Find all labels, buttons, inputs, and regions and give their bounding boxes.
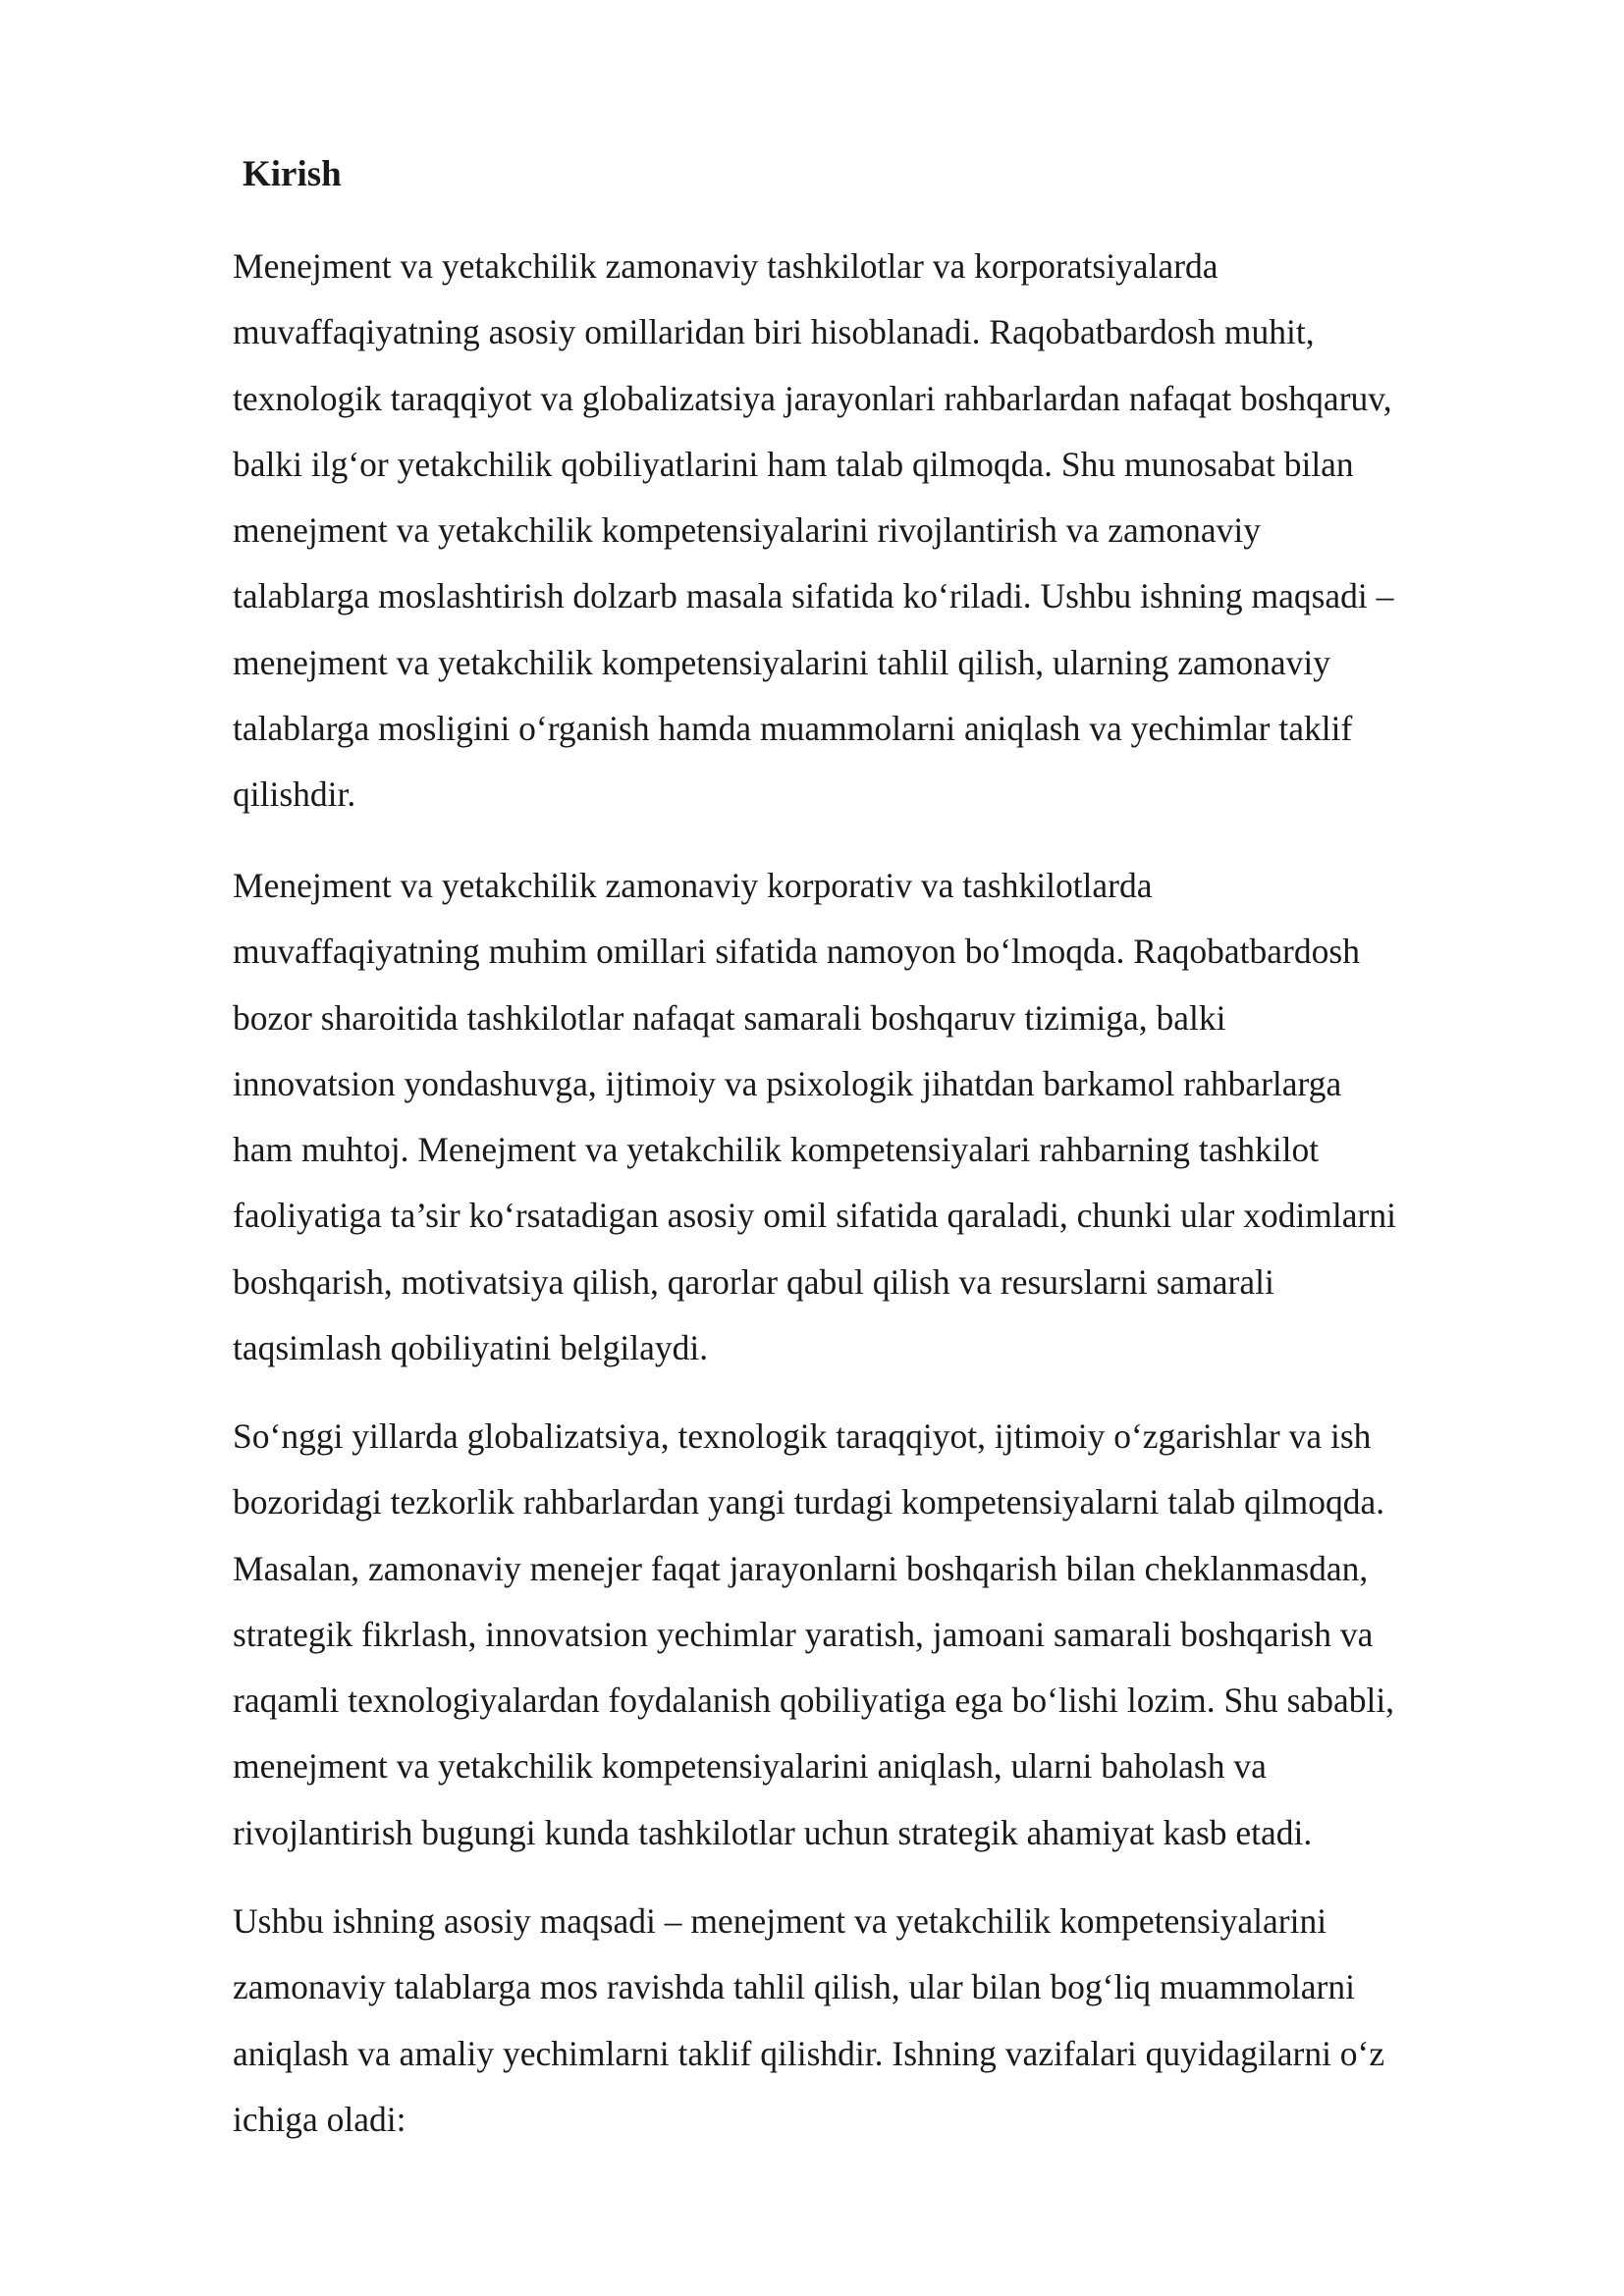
paragraph-4	[233, 1889, 1529, 2153]
text-line: So‘nggi yillarda globalizatsiya, texnologik taraqqiyot, ijtimoiy o‘zgarishlar va ish	[233, 1416, 1372, 1456]
text-line: strategik fikrlash, innovatsion yechimlar yaratish, jamoani samarali boshqarish va	[233, 1614, 1374, 1654]
text-line: aniqlash va amaliy yechimlarni taklif qilishdir. Ishning vazifalari quyidagilarni o‘z	[233, 2033, 1385, 2073]
text-line: boshqarish, motivatsiya qilish, qarorlar qabul qilish va resurslarni samarali	[233, 1261, 1274, 1302]
text-line: raqamli texnologiyalardan foydalanish qobiliyatiga ega bo‘lishi lozim. Shu sababli,	[233, 1681, 1395, 1721]
text-line: Menejment va yetakchilik zamonaviy tashkilotlar va korporatsiyalarda	[233, 246, 1218, 286]
text-line: rivojlantirish bugungi kunda tashkilotlar uchun strategik ahamiyat kasb etadi.	[233, 1812, 1313, 1852]
paragraph-2	[233, 853, 1529, 1381]
text-line: bozor sharoitida tashkilotlar nafaqat samarali boshqaruv tizimiga, balki	[233, 997, 1226, 1038]
text-line: innovatsion yondashuvga, ijtimoiy va psixologik jihatdan barkamol rahbarlarga	[233, 1063, 1342, 1103]
text-line: ham muhtoj. Menejment va yetakchilik kompetensiyalari rahbarning tashkilot	[233, 1130, 1320, 1170]
paragraph-3	[233, 1404, 1529, 1866]
text-line: muvaffaqiyatning asosiy omillaridan biri hisoblanadi. Raqobatbardosh muhit,	[233, 312, 1315, 352]
text-line: muvaffaqiyatning muhim omillari sifatida namoyon bo‘lmoqda. Raqobatbardosh	[233, 932, 1360, 972]
text-line: menejment va yetakchilik kompetensiyalarini aniqlash, ularni baholash va	[233, 1746, 1267, 1787]
text-line: balki ilg‘or yetakchilik qobiliyatlarini ham talab qilmoqda. Shu munosabat bilan	[233, 444, 1354, 484]
text-line: Menejment va yetakchilik zamonaviy korporativ va tashkilotlarda	[233, 866, 1153, 905]
text-line: menejment va yetakchilik kompetensiyalarini tahlil qilish, ularning zamonaviy	[233, 642, 1330, 682]
text-line: ichiga oladi:	[233, 2099, 406, 2139]
paragraph-1	[233, 234, 1529, 828]
section-heading: Kirish	[243, 154, 342, 194]
text-line: Masalan, zamonaviy menejer faqat jarayonlarni boshqarish bilan cheklanmasdan,	[233, 1548, 1369, 1588]
text-line: Ushbu ishning asosiy maqsadi – menejment va yetakchilik kompetensiyalarini	[233, 1901, 1327, 1941]
text-line: texnologik taraqqiyot va globalizatsiya jarayonlari rahbarlardan nafaqat boshqaruv,	[233, 378, 1392, 418]
text-line: menejment va yetakchilik kompetensiyalarini rivojlantirish va zamonaviy	[233, 510, 1261, 551]
text-line: bozoridagi tezkorlik rahbarlardan yangi turdagi kompetensiyalarni talab qilmoqda.	[233, 1482, 1385, 1522]
text-line: talablarga moslashtirish dolzarb masala sifatida ko‘riladi. Ushbu ishning maqsadi –	[233, 576, 1394, 616]
text-line: qilishdir.	[233, 774, 356, 815]
text-line: talablarga mosligini o‘rganish hamda muammolarni aniqlash va yechimlar taklif	[233, 709, 1353, 749]
text-line: taqsimlash qobiliyatini belgilaydi.	[233, 1328, 709, 1368]
text-line: faoliyatiga ta’sir ko‘rsatadigan asosiy omil sifatida qaraladi, chunki ular xodimlarni	[233, 1196, 1396, 1236]
text-line: zamonaviy talablarga mos ravishda tahlil qilish, ular bilan bog‘liq muammolarni	[233, 1967, 1355, 2007]
